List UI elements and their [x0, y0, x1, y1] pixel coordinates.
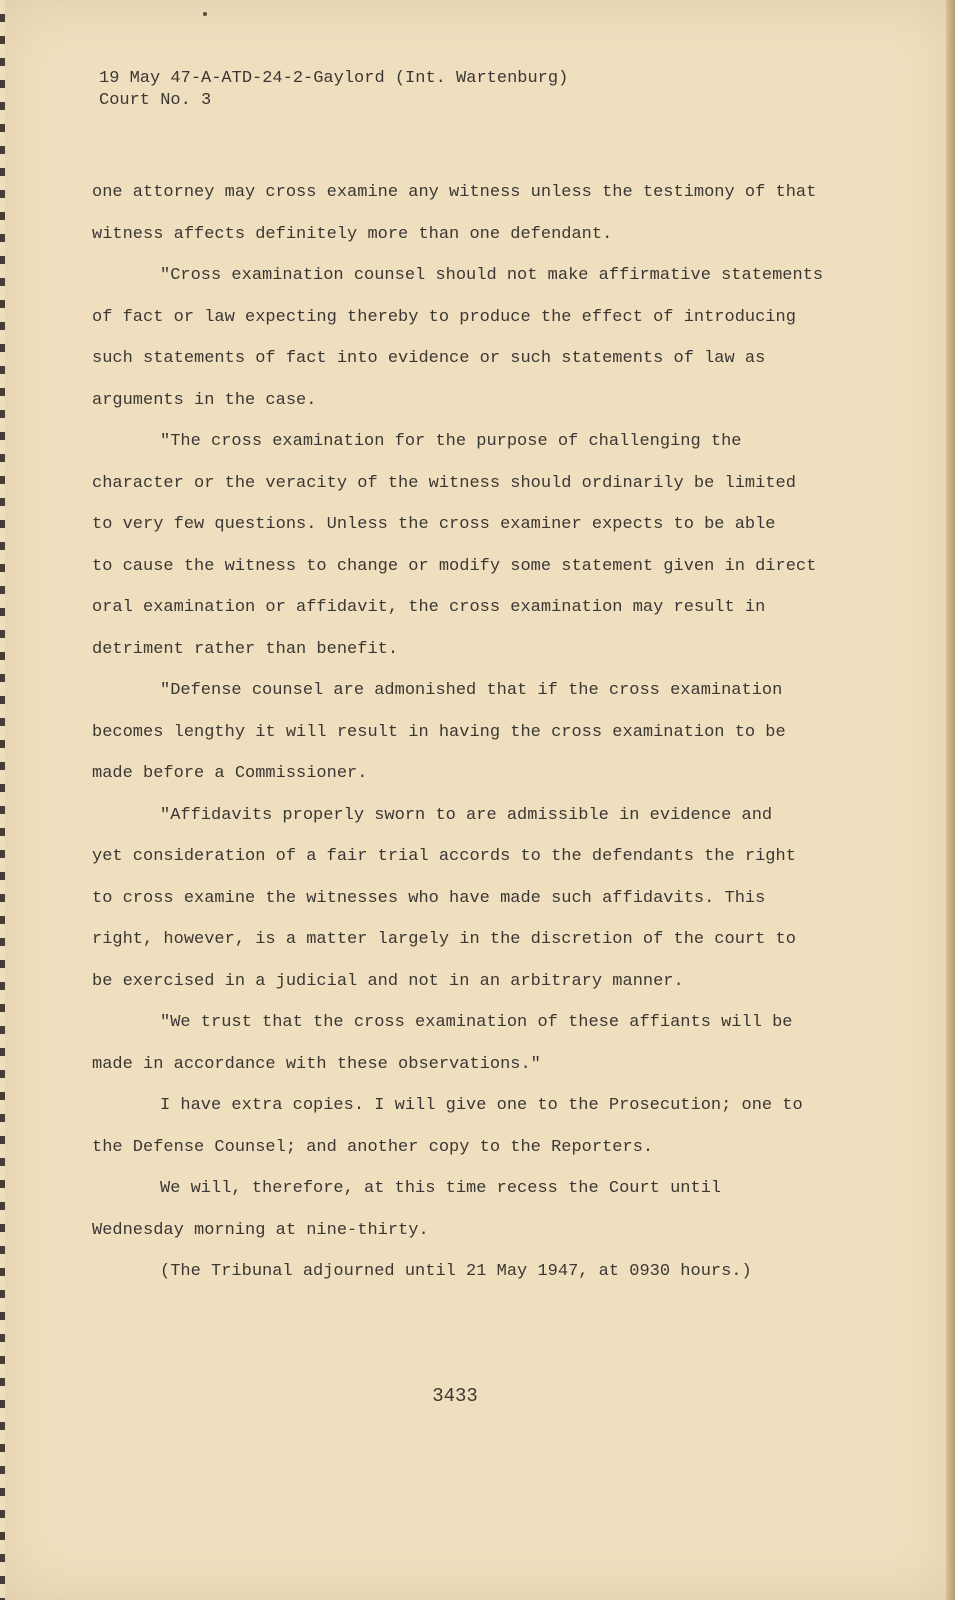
paragraph — [92, 1168, 872, 1251]
text-line: to cross examine the witnesses who have made such affidavits. This — [92, 888, 766, 908]
text-line: "Cross examination counsel should not make affirmative statements — [160, 266, 824, 285]
paragraph — [92, 795, 872, 1003]
text-line: the Defense Counsel; and another copy to the Reporters. — [92, 1137, 654, 1157]
text-line: (The Tribunal adjourned until 21 May 1947, at 0930 hours.) — [160, 1262, 752, 1281]
document-header — [99, 68, 568, 112]
text-line: "Affidavits properly sworn to are admissible in evidence and — [160, 805, 773, 825]
binding-edge — [0, 0, 5, 1600]
paragraph — [92, 1251, 872, 1293]
text-line: to cause the witness to change or modify some statement given in direct — [92, 556, 817, 576]
text-line: character or the veracity of the witness should ordinarily be limited — [92, 473, 796, 493]
paragraph — [92, 1002, 872, 1085]
page-edge — [946, 0, 955, 1600]
page-number: 3433 — [432, 1385, 478, 1407]
text-line: We will, therefore, at this time recess the Court until — [160, 1179, 722, 1198]
text-line: such statements of fact into evidence or such statements of law as — [92, 349, 766, 368]
text-line: oral examination or affidavit, the cross examination may result in — [92, 598, 766, 617]
paragraph — [92, 1085, 872, 1168]
paragraph — [92, 172, 872, 255]
text-line: yet consideration of a fair trial accords to the defendants the right — [92, 847, 796, 866]
ink-speck — [203, 12, 207, 16]
text-line: be exercised in a judicial and not in an arbitrary manner. — [92, 971, 684, 991]
text-line: becomes lengthy it will result in having the cross examination to be — [92, 722, 786, 742]
header-court-line: Court No. 3 — [99, 91, 212, 110]
header-case-line: 19 May 47-A-ATD-24-2-Gaylord (Int. Wartenburg) — [99, 69, 569, 88]
text-line: made before a Commissioner. — [92, 764, 368, 783]
text-line: "The cross examination for the purpose of challenging the — [160, 432, 742, 451]
text-line: of fact or law expecting thereby to produce the effect of introducing — [92, 307, 796, 327]
transcript-body — [92, 172, 872, 1293]
text-line: made in accordance with these observations." — [92, 1054, 541, 1074]
text-line: I have extra copies. I will give one to the Prosecution; one to — [160, 1096, 803, 1115]
paragraph — [92, 255, 872, 421]
text-line: to very few questions. Unless the cross examiner expects to be able — [92, 515, 776, 534]
text-line: arguments in the case. — [92, 390, 317, 410]
paragraph — [92, 421, 872, 670]
paragraph — [92, 670, 872, 795]
text-line: Wednesday morning at nine-thirty. — [92, 1220, 429, 1240]
text-line: detriment rather than benefit. — [92, 639, 399, 659]
text-line: right, however, is a matter largely in the discretion of the court to — [92, 930, 796, 949]
text-line: "Defense counsel are admonished that if the cross examination — [160, 681, 783, 700]
text-line: witness affects definitely more than one defendant. — [92, 224, 613, 244]
text-line: one attorney may cross examine any witness unless the testimony of that — [92, 183, 817, 202]
text-line: "We trust that the cross examination of these affiants will be — [160, 1013, 793, 1032]
